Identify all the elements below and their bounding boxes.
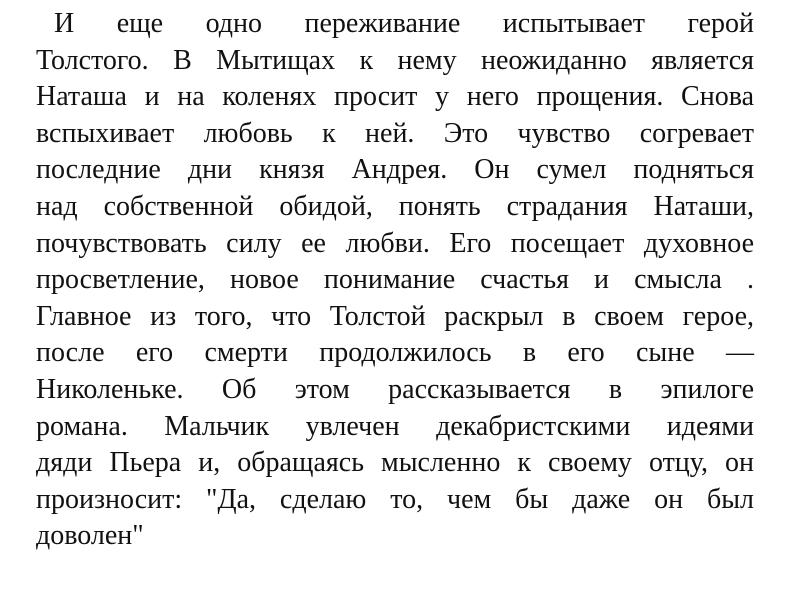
text-line: Наташа и на коленях просит у него прощения. Снова — [36, 81, 754, 113]
text-line: вспыхивает любовь к ней. Это чувство согревает — [36, 117, 754, 149]
text-line: дяди Пьера и, обращаясь мысленно к своему отцу, он — [36, 447, 754, 479]
text-line: Толстого. В Мытищах к нему неожиданно является — [36, 44, 754, 76]
text-line: после его смерти продолжилось в его сыне — — [36, 337, 754, 369]
text-line: Главное из того, что Толстой раскрыл в своем герое, — [36, 300, 754, 332]
text-line: И еще одно переживание испытывает герой — [54, 8, 754, 39]
text-line: доволен" — [36, 520, 144, 552]
text-line: почувствовать силу ее любви. Его посещает духовное — [36, 227, 754, 259]
text-line: произносит: "Да, сделаю то, чем бы даже он был — [36, 483, 754, 515]
text-line: над собственной обидой, понять страдания Наташи, — [36, 190, 754, 222]
text-line: последние дни князя Андрея. Он сумел подняться — [36, 154, 754, 186]
text-line: Николеньке. Об этом рассказывается в эпилоге — [36, 373, 754, 405]
text-line: романа. Мальчик увлечен декабристскими идеями — [36, 410, 754, 442]
text-paragraph — [36, 6, 754, 555]
text-line: просветление, новое понимание счастья и смысла . — [36, 264, 754, 296]
